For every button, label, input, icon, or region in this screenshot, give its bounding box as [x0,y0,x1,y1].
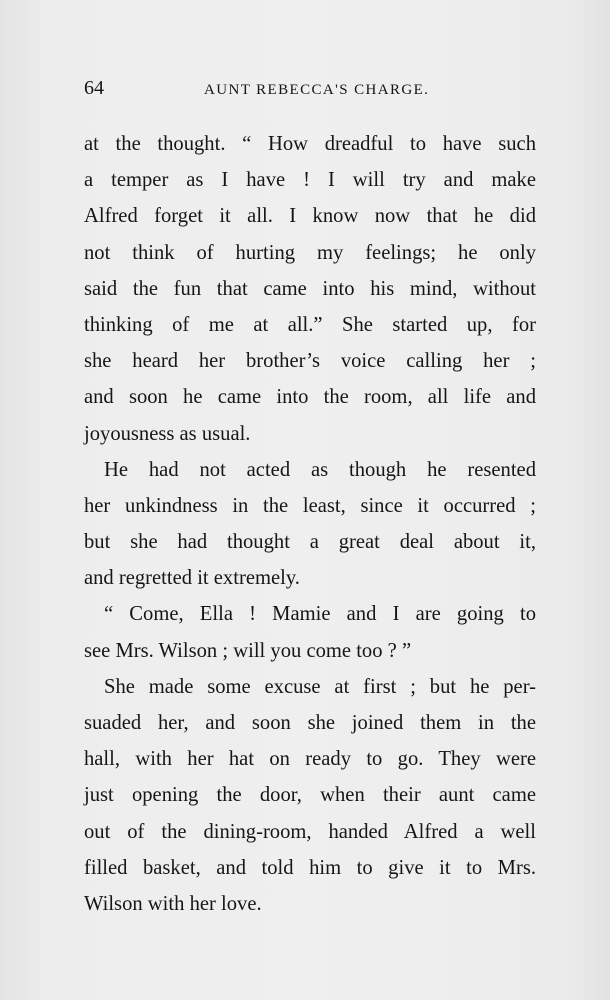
text-line: hall, with her hat on ready to go. They were [84,748,536,771]
text-line: but she had thought a great deal about it, [84,531,536,554]
text-line: thinking of me at all.” She started up, for [84,313,536,336]
text-line: at the thought. “ How dreadful to have such [84,133,536,155]
page-number: 64 [84,77,104,99]
text-line: “ Come, Ella ! Mamie and I are going to [104,603,536,626]
body-text [84,126,536,922]
running-head [84,74,536,106]
text-line: joyousness as usual. [84,422,251,445]
text-line: and regretted it extremely. [84,567,300,590]
text-line: just opening the door, when their aunt came [84,784,536,807]
text-line: she heard her brother’s voice calling her ; [84,350,536,373]
text-line: Wilson with her love. [84,892,262,915]
text-line: She made some excuse at first ; but he per- [104,675,536,698]
paragraph [84,452,536,597]
text-line: out of the dining-room, handed Alfred a well [84,820,536,843]
paragraph [84,126,536,452]
paragraph [84,596,536,668]
running-title: AUNT REBECCA'S CHARGE. [204,82,430,98]
text-line: He had not acted as though he resented [104,458,536,481]
text-line: a temper as I have ! I will try and make [84,169,536,192]
text-line: suaded her, and soon she joined them in the [84,712,536,734]
text-line: not think of hurting my feelings; he only [84,241,536,264]
text-line: filled basket, and told him to give it to Mrs. [84,856,536,879]
text-line: Alfred forget it all. I know now that he did [84,205,536,228]
text-line: see Mrs. Wilson ; will you come too ? ” [84,639,412,662]
paragraph [84,669,536,922]
text-line: her unkindness in the least, since it occurred ; [84,494,536,517]
text-line: said the fun that came into his mind, without [84,277,536,300]
text-line: and soon he came into the room, all life and [84,386,536,409]
